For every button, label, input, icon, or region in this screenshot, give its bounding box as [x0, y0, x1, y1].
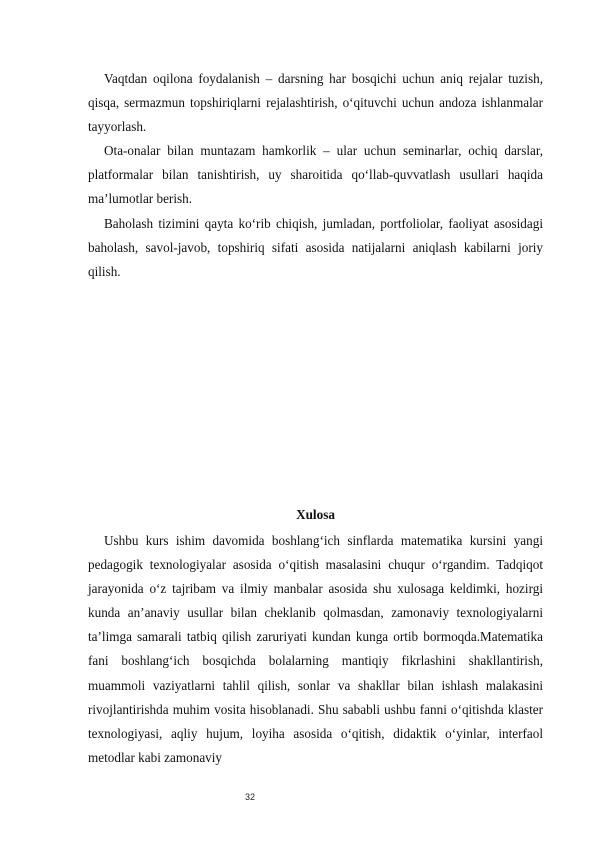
page-number: 32	[244, 792, 255, 802]
conclusion-paragraph: Ushbu kurs ishim davomida boshlang‘ich sinflarda matematika kursini yangi pedagogik texnologiyalar asosida o‘qitish masalasini chuqur o‘rgandim. Tadqiqot jarayonida o‘z tajribam va ilmiy manbalar asosida shu xulosaga keldimki, hozirgi kunda an’anaviy usullar bilan cheklanib qolmasdan, zamonaviy texnologiyalarni ta’limga samarali tatbiq qilish zaruriyati kundan kunga ortib bormoqda.Matematika fani boshlang‘ich bosqichda bolalarning mantiqiy fikrlashini shakllantirish, muammoli vaziyatlarni tahlil qilish, sonlar va shakllar bilan ishlash malakasini rivojlantirishda muhim vosita hisoblanadi. Shu sababli ushbu fanni o‘qitishda klaster texnologiyasi, aqliy hujum, loyiha asosida o‘qitish, didaktik o‘yinlar, interfaol metodlar kabi zamonaviy	[88, 533, 543, 765]
paragraph-parent-cooperation: Ota-onalar bilan muntazam hamkorlik – ular uchun seminarlar, ochiq darslar, platformalar bilan tanishtirish, uy sharoitida qo‘llab-quvvatlash usullari haqida ma’lumotlar berish.	[88, 143, 543, 207]
paragraph-time-management: Vaqtdan oqilona foydalanish – darsning har bosqichi uchun aniq rejalar tuzish, qisqa, sermazmun topshiriqlarni rejalashtirish, o‘qituvchi uchun andoza ishlanmalar tayyorlash.	[88, 71, 543, 135]
conclusion-heading: Xulosa	[296, 507, 335, 522]
paragraph-assessment-system: Baholash tizimini qayta ko‘rib chiqish, jumladan, portfoliolar, faoliyat asosidagi baholash, savol-javob, topshiriq sifati asosida natijalarni aniqlash kabilarni joriy qilish.	[88, 215, 543, 279]
recommendations-section	[88, 67, 543, 284]
conclusion-section	[88, 529, 543, 770]
